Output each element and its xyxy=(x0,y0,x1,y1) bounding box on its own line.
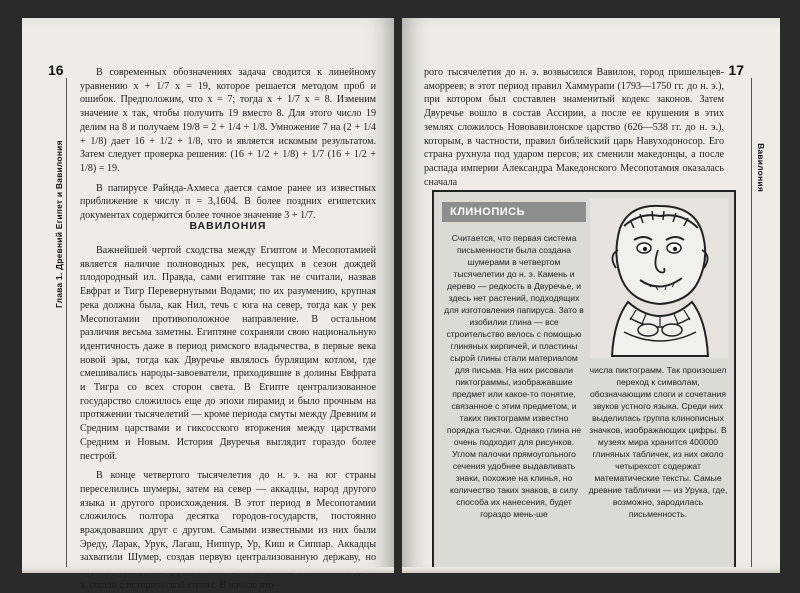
page-edge xyxy=(22,567,394,573)
left-page xyxy=(22,18,394,591)
section-title: ВАВИЛОНИЯ xyxy=(189,220,267,232)
page-edge xyxy=(402,567,780,573)
right-text-top xyxy=(424,66,724,189)
running-head-right: Вавилония xyxy=(756,143,766,192)
box-text-left: Считается, что первая система письменности была создана шумерами в четвертом тысячелетии до н. э. Камень и дерево — редкость в Двуречье, и здесь нет растений, подходящих для изготовления папируса. Зато в изобилии глина — все строительство велось с помощью глиняных кирпичей, и пластины сырой глины стали материалом для письма. На них рисовали пиктограммы, изображавшие предмет или какое-то понятие, связанное с этим предметом, и таких пиктограмм известно порядка тысячи. Однако глина не очень подходит для рисунков. Углом палочки прямоугольного сечения удобнее выдавливать знаки, похожие на клинья, но количество таких знаков, в силу способа их нанесения, будет гораздо мень-ше xyxy=(444,233,584,519)
right-page xyxy=(402,18,780,573)
paragraph: рого тысячелетия до н. э. возвысился Вавилон, город пришельцев-аморреев; в этот период правил Хаммурапи (1793—1750 гг. до н. э.), при котором был составлен знаменитый кодекс законов. Затем Двуречье вошло в состав Ассирии, а после ее крушения в этих землях сложилось Нововавилонское царство (626—538 гг. до н. э.), которым, в частности, правил библейский царь Навуходоносор. Его страна рухнула под ударом персов; их сменили македонцы, а после распада империи Александра Македонского Месопотамия оказалась сначала xyxy=(424,67,724,188)
running-head-left: Глава 1. Древний Египет и Вавилония xyxy=(54,140,64,308)
left-text-top xyxy=(80,66,376,223)
right-rule xyxy=(751,78,752,568)
box-title: КЛИНОПИСЬ xyxy=(442,202,586,222)
sidebar-box xyxy=(432,190,736,572)
paragraph: В современных обозначениях задача сводится к линейному уравнению x + 1/7 x = 19, которое решается методом проб и ошибок. Предположим, что x = 7; тогда x + 1/7 x = 8. Изменим значение x так, чтобы получить 19 вместо 8. Для этого число 19 делим на 8 и получаем 19/8 = 2 + 1/4 + 1/8. Умножение 7 на (2 + 1/4 + 1/8) дает 16 + 1/2 + 1/8, что и является искомым результатом. Затем следует проверка решения: (16 + 1/2 + 1/8) + 1/7 (16 + 1/2 + 1/8) = 19. xyxy=(80,67,376,174)
page-number-left: 16 xyxy=(48,62,64,78)
box-text-right: числа пиктограмм. Так произошел переход к символам, обозначающим слоги и сочетания звуков устного языка. Среди них выделилась группа клинописных значков, изображающих цифры. В музеях мира хранится 400000 глиняных табличек, из них около четырехсот содержат математические тексты. Самые древние таблички — из Урука, где, возможно, зародилась письменность. xyxy=(588,365,728,519)
paragraph: В конце четвертого тысячелетия до н. э. на юг страны переселились шумеры, затем на север — аккадцы, народ другого языка и другого происхождения. В этот период в Месопотамии сложилось полтора десятка городов-государств, постоянно враждовавших друг с другом. Самыми известными из них были Эреду, Ларак, Урук, Лагаш, Ниппур, Ур, Киш и Сиппар. Аккадцы захватили Шумер, создав первую централизованную державу, но э. сошло с исторической сцены. В начале вто- xyxy=(80,470,376,591)
paragraph: Важнейшей чертой сходства между Египтом и Месопотамией является наличие полноводных рек, несущих в сезон дождей плодородный ил. Правда, сами египтяне так не считали, назвав Евфрат и Тигр Перевернутыми Водами; по их разумению, крупная река должна была, как Нил, течь с юга на север, тогда как у рек Месопотамии противоположное направление. В остальном различия весьма заметны. Египтяне сохраняли свою национальную идентичность даже в период римского владычества, в первые века новой эры, тогда как Двуречье являлось бурлящим котлом, где смешивались народы-завоеватели, приходившие в долины Евфрата и Тигра со всех сторон света. В Египте централизованное государство сложилось еще до эпохи пирамид и было прочным на протяжении тысячелетий — кроме периода смуты между Древним и Средним царствами и гиксосского вторжения между царствами Средним и Новым. История Двуречья выглядит гораздо более пестрой. xyxy=(80,245,376,462)
left-text-bottom xyxy=(80,244,376,593)
paragraph: В папирусе Райнда-Ахмеса дается самое ранее из известных приближение к числу π = 3,1604. В более поздних египетских документах содержится более точное значение 3 + 1/7. xyxy=(80,182,376,222)
sumerian-figure-illustration xyxy=(590,198,728,358)
page-number-right: 17 xyxy=(728,62,744,78)
left-rule xyxy=(66,78,67,568)
